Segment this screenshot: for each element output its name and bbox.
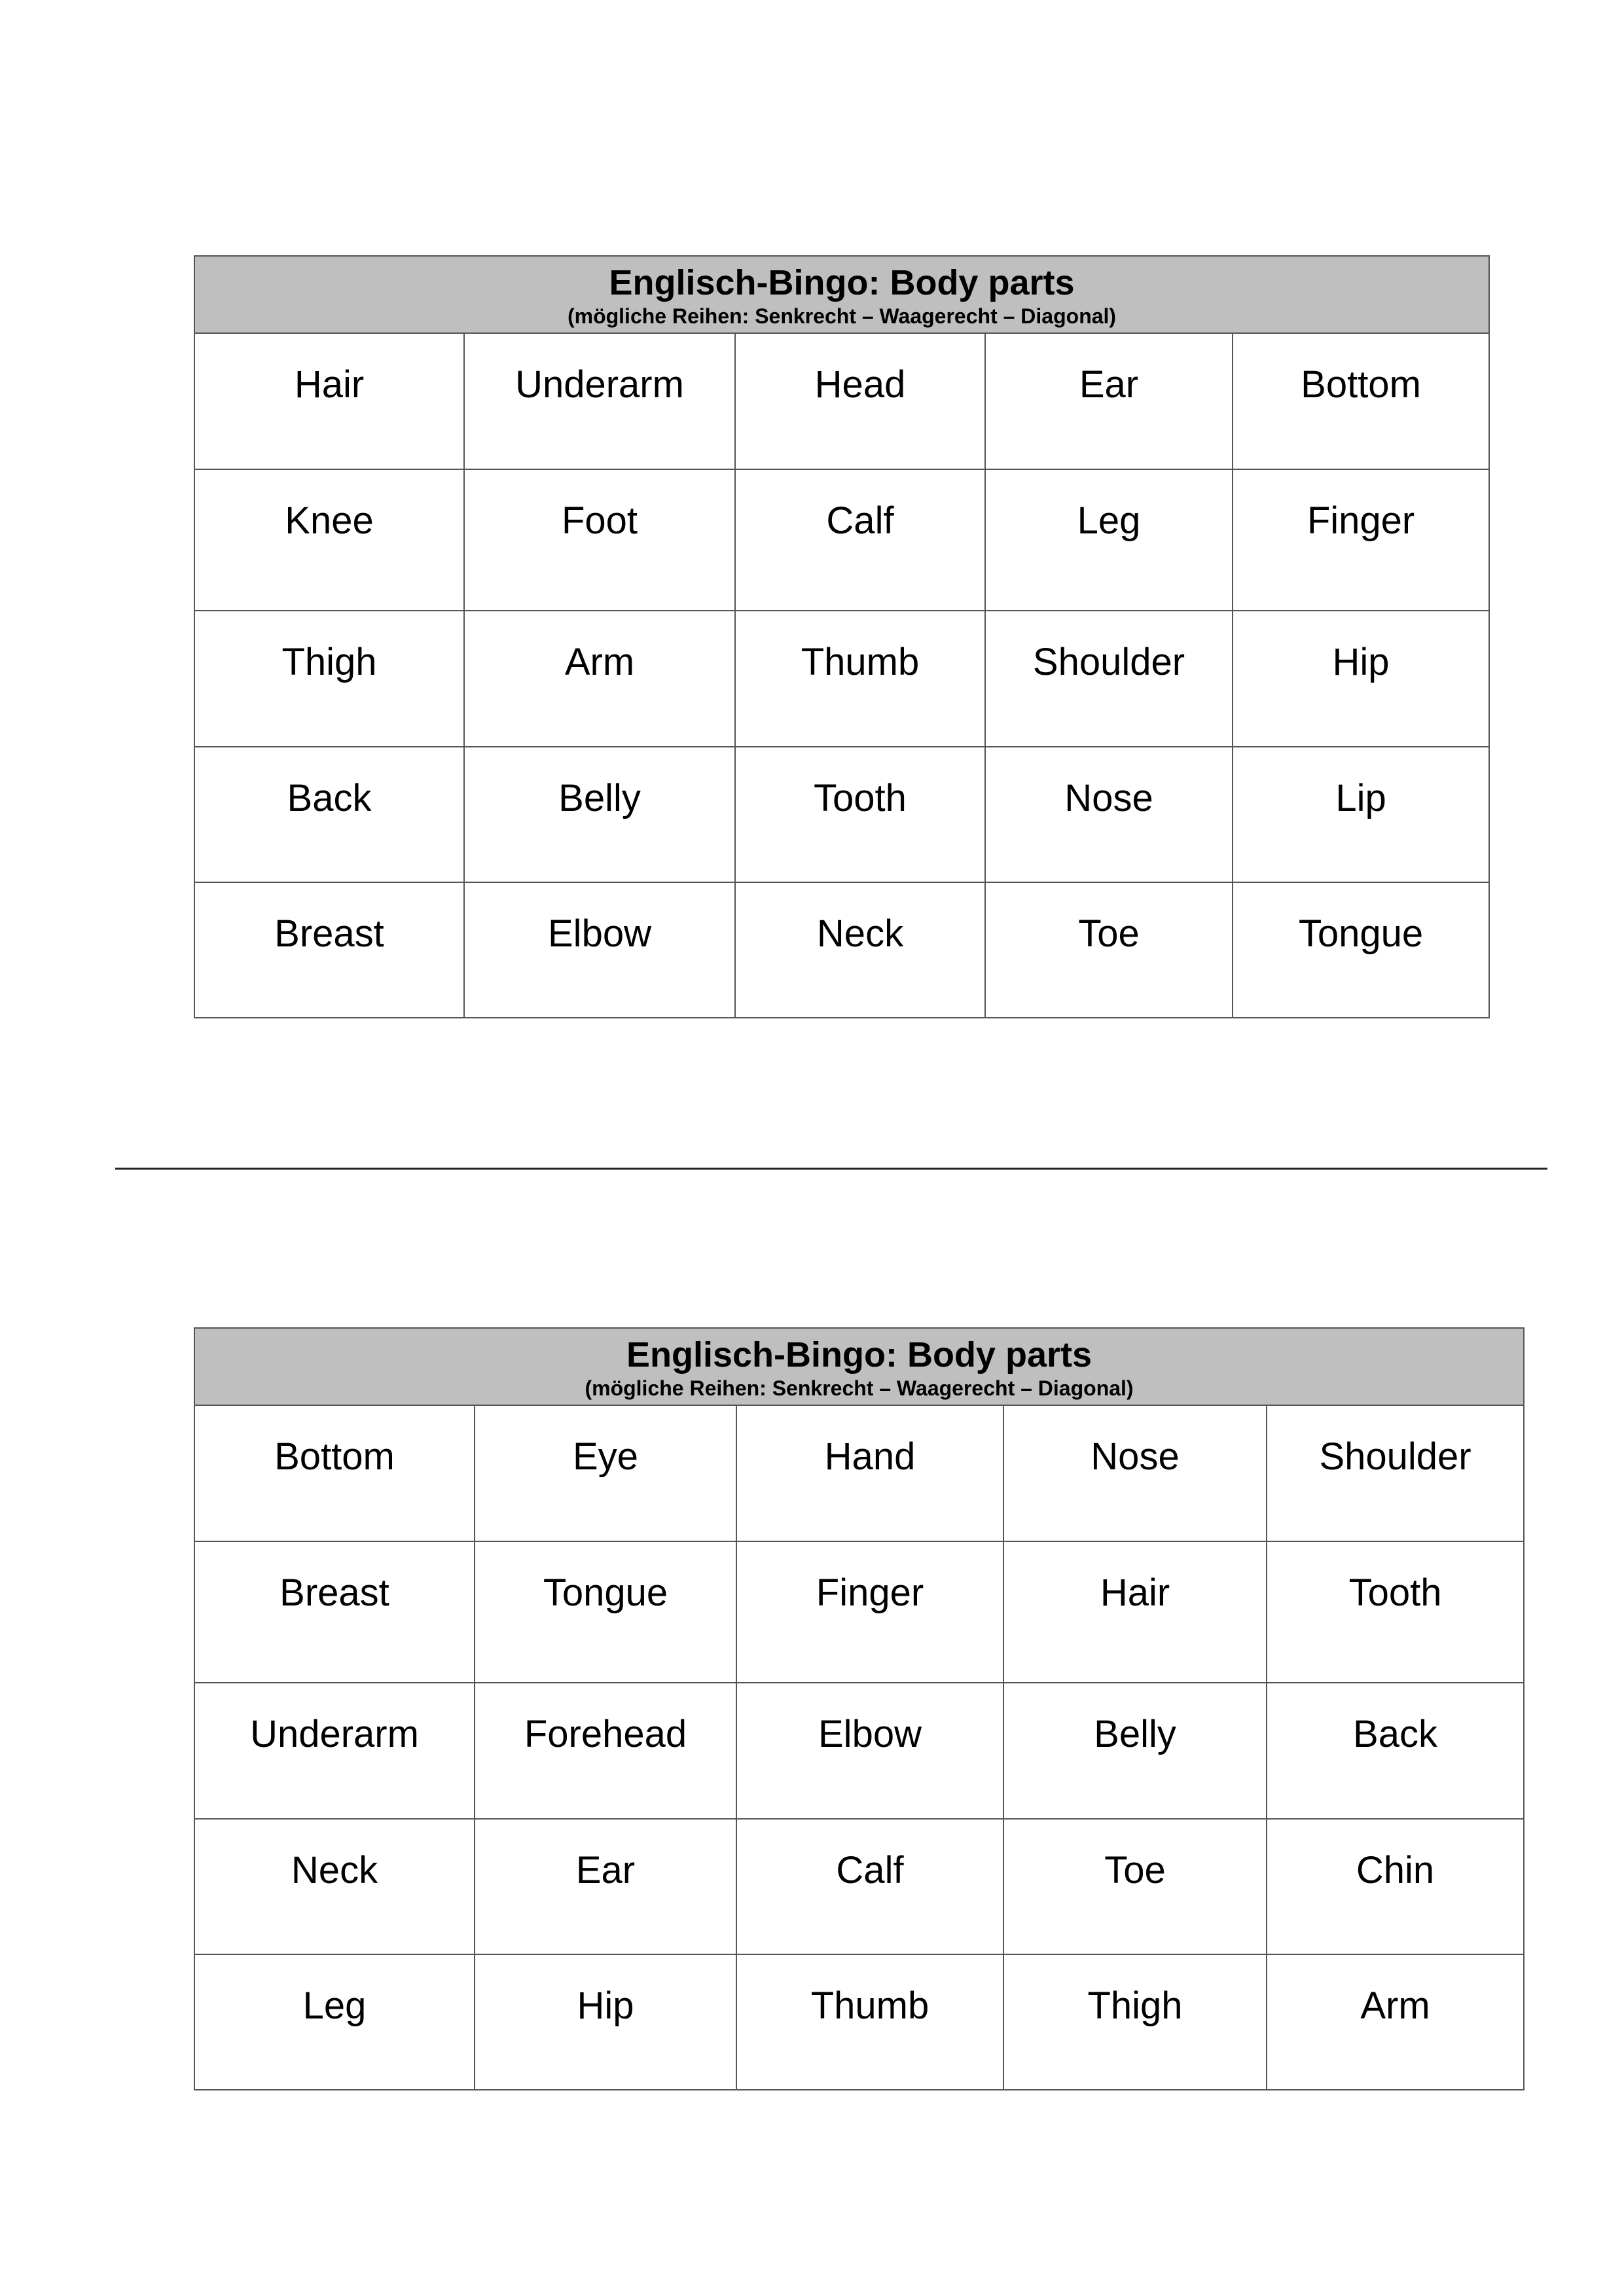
bingo-cell: Tooth [735, 747, 985, 882]
bingo-cell: Hair [194, 333, 464, 469]
bingo-cell: Thigh [194, 611, 464, 747]
bingo-cell: Elbow [464, 882, 735, 1018]
bingo-cell: Bottom [194, 1405, 475, 1541]
bingo-cell: Neck [735, 882, 985, 1018]
bingo-cell: Lip [1233, 747, 1489, 882]
bingo-cell: Shoulder [985, 611, 1233, 747]
bingo-cell: Back [1267, 1683, 1524, 1819]
bingo-cell: Eye [475, 1405, 736, 1541]
bingo-card-title: Englisch-Bingo: Body parts [609, 263, 1075, 302]
bingo-cell: Bottom [1233, 333, 1489, 469]
bingo-card-header [194, 1328, 1524, 1405]
bingo-row [194, 1954, 1524, 2090]
bingo-cell: Arm [1267, 1954, 1524, 2090]
bingo-cell: Leg [985, 469, 1233, 611]
bingo-card-subtitle: (mögliche Reihen: Senkrecht – Waagerecht – Diagonal) [585, 1376, 1134, 1400]
bingo-cell: Back [194, 747, 464, 882]
bingo-cell: Hip [1233, 611, 1489, 747]
bingo-cell: Calf [736, 1819, 1003, 1954]
bingo-cell: Elbow [736, 1683, 1003, 1819]
bingo-row [194, 611, 1489, 747]
bingo-row [194, 333, 1489, 469]
bingo-row [194, 1541, 1524, 1683]
bingo-cell: Nose [1003, 1405, 1267, 1541]
bingo-cell: Nose [985, 747, 1233, 882]
cut-line [115, 1168, 1547, 1170]
bingo-cell: Belly [464, 747, 735, 882]
bingo-row [194, 747, 1489, 882]
bingo-row [194, 1683, 1524, 1819]
bingo-card-2 [194, 1327, 1525, 2090]
bingo-cell: Chin [1267, 1819, 1524, 1954]
bingo-cell: Arm [464, 611, 735, 747]
bingo-cell: Leg [194, 1954, 475, 2090]
bingo-cell: Thumb [735, 611, 985, 747]
bingo-cell: Toe [1003, 1819, 1267, 1954]
bingo-cell: Hip [475, 1954, 736, 2090]
bingo-cell: Tongue [1233, 882, 1489, 1018]
bingo-cell: Hair [1003, 1541, 1267, 1683]
bingo-cell: Hand [736, 1405, 1003, 1541]
bingo-card-header [194, 256, 1489, 333]
bingo-row [194, 882, 1489, 1018]
bingo-cell: Foot [464, 469, 735, 611]
bingo-row [194, 469, 1489, 611]
bingo-cell: Head [735, 333, 985, 469]
bingo-cell: Tongue [475, 1541, 736, 1683]
bingo-cell: Forehead [475, 1683, 736, 1819]
bingo-cell: Belly [1003, 1683, 1267, 1819]
bingo-cell: Ear [985, 333, 1233, 469]
bingo-cell: Thumb [736, 1954, 1003, 2090]
bingo-card-title: Englisch-Bingo: Body parts [626, 1335, 1092, 1374]
bingo-cell: Finger [736, 1541, 1003, 1683]
bingo-cell: Finger [1233, 469, 1489, 611]
bingo-cell: Tooth [1267, 1541, 1524, 1683]
bingo-cell: Neck [194, 1819, 475, 1954]
bingo-cell: Underarm [194, 1683, 475, 1819]
bingo-cell: Thigh [1003, 1954, 1267, 2090]
bingo-cell: Toe [985, 882, 1233, 1018]
bingo-row [194, 1405, 1524, 1541]
bingo-cell: Shoulder [1267, 1405, 1524, 1541]
bingo-row [194, 1819, 1524, 1954]
bingo-cell: Ear [475, 1819, 736, 1954]
bingo-card-subtitle: (mögliche Reihen: Senkrecht – Waagerecht – Diagonal) [567, 304, 1117, 328]
bingo-cell: Breast [194, 1541, 475, 1683]
bingo-cell: Calf [735, 469, 985, 611]
bingo-cell: Knee [194, 469, 464, 611]
bingo-cell: Underarm [464, 333, 735, 469]
bingo-cell: Breast [194, 882, 464, 1018]
bingo-card-1 [194, 255, 1490, 1018]
